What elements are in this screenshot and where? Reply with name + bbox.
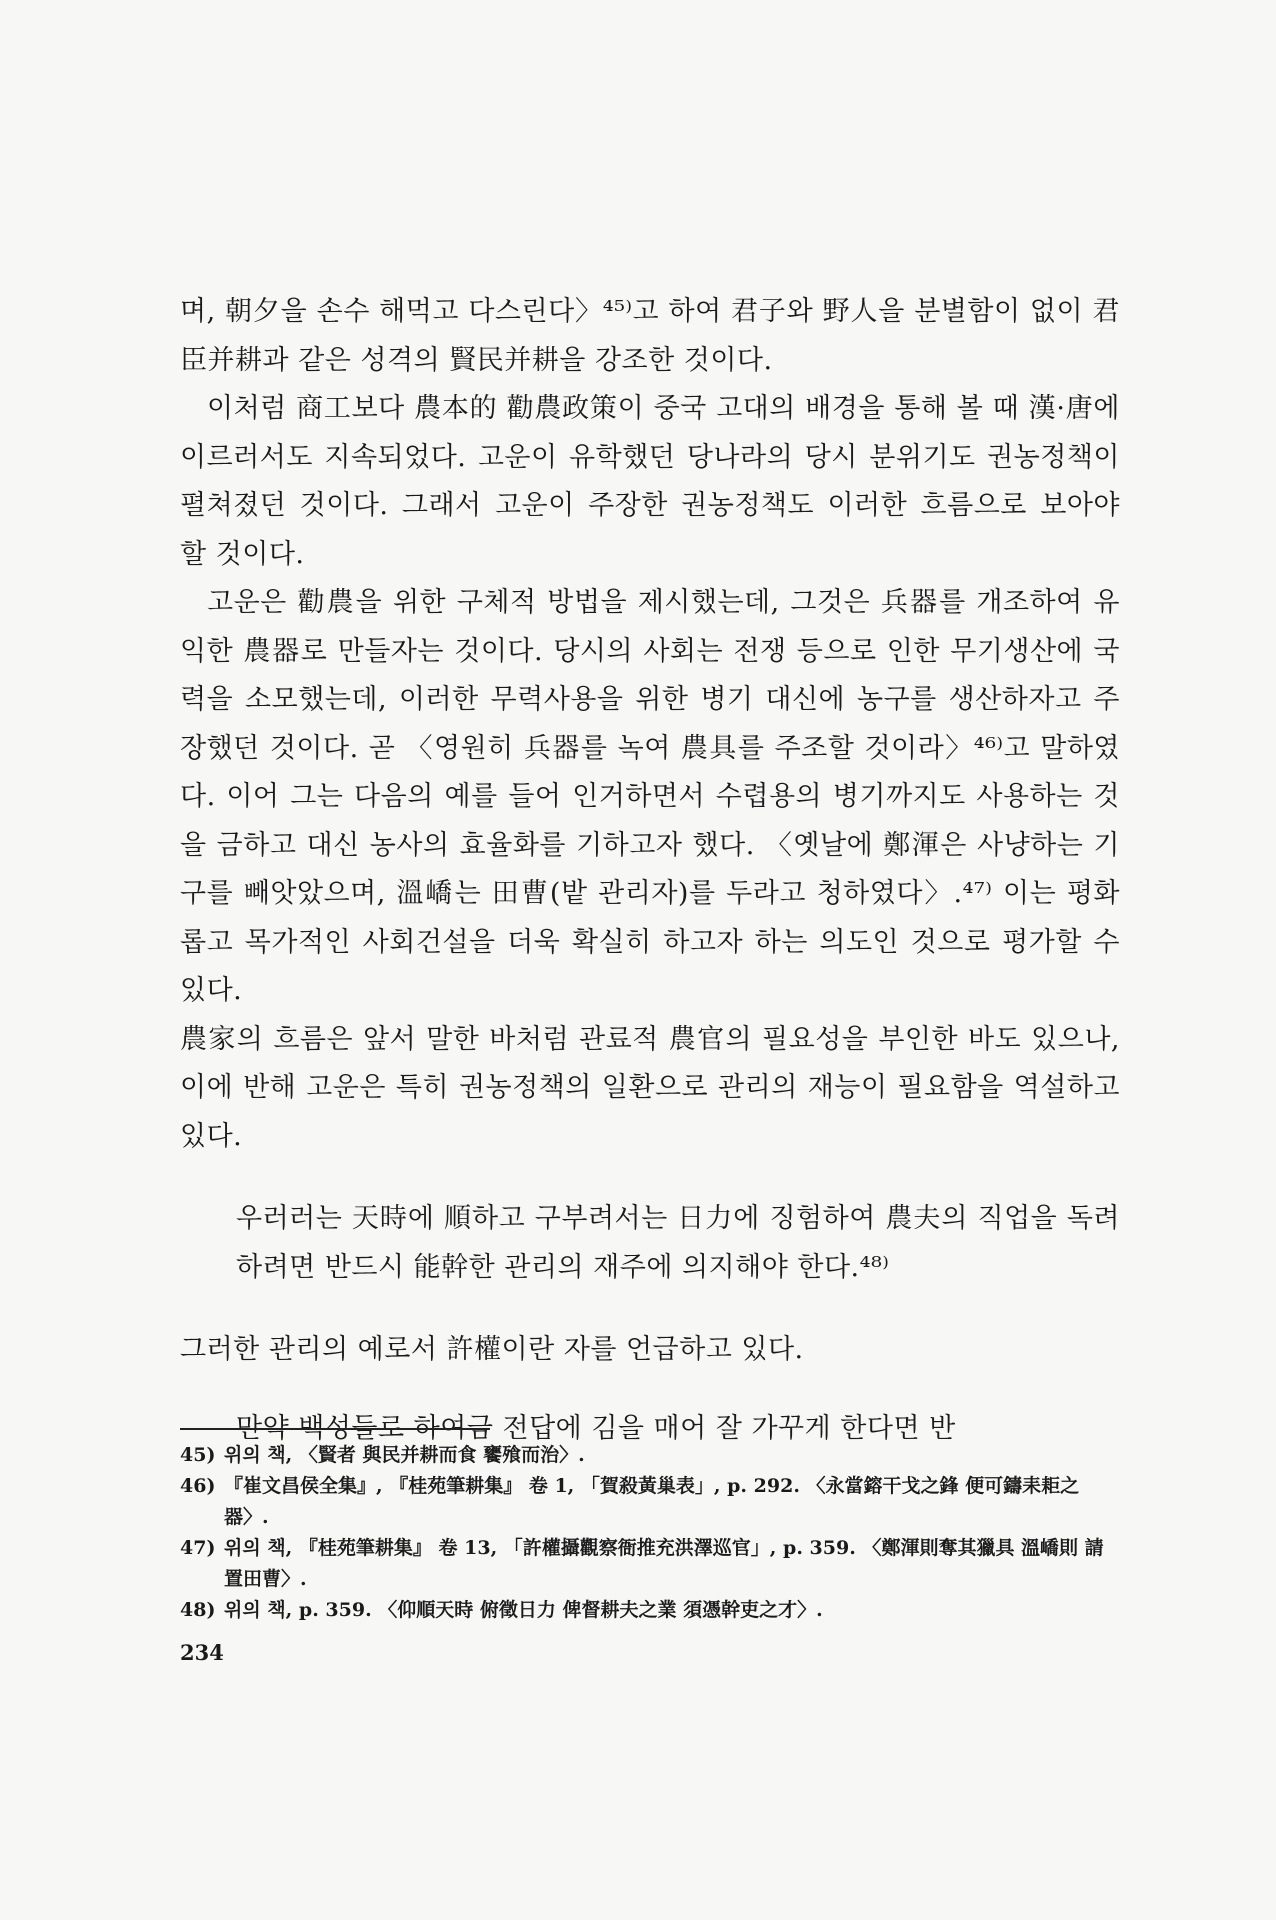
footnote-number: 46) (180, 1475, 216, 1497)
footnote-47 (180, 1533, 1120, 1595)
block-quote-1: 우러러는 天時에 順하고 구부려서는 日力에 징험하여 農夫의 직업을 독려하려면 반드시 能幹한 관리의 재주에 의지해야 한다.⁴⁸⁾ (236, 1203, 1120, 1283)
spacer (180, 1375, 1120, 1405)
footnote-number: 45) (180, 1444, 216, 1466)
spacer (180, 1161, 1120, 1195)
spacer (180, 1292, 1120, 1326)
paragraph-5: 그러한 관리의 예로서 許權이란 자를 언급하고 있다. (180, 1334, 804, 1365)
footnote-45 (180, 1440, 1120, 1471)
paragraph-3: 고운은 勸農을 위한 구체적 방법을 제시했는데, 그것은 兵器를 개조하여 유익한 農器로 만들자는 것이다. 당시의 사회는 전쟁 등으로 인한 무기생산에 국력을 소모했는데, 이러한 무력사용을 위한 병기 대신에 농구를 생산하자고 주장했던 것이다. 곧 〈영원히 兵器를 녹여 農具를 주조할 것이라〉⁴⁶⁾고 말하였다. 이어 그는 다음의 예를 들어 인거하면서 수렵용의 병기까지도 사용하는 것을 금하고 대신 농사의 효율화를 기하고자 했다. 〈옛날에 鄭渾은 사냥하는 기구를 빼앗았으며, 溫嶠는 田曹(밭 관리자)를 두라고 청하였다〉.⁴⁷⁾ 이는 평화롭고 목가적인 사회건설을 더욱 확실히 하고자 하는 의도인 것으로 평가할 수 있다. (180, 587, 1120, 1006)
footnote-text: 『崔文昌侯全集』, 『桂苑筆耕集』 卷 1, 「賀殺黃巢表」, p. 292. 〈永當鎔干戈之鋒 便可鑄耒耟之器〉. (224, 1475, 1080, 1528)
footnote-text: 위의 책, 『桂苑筆耕集』 卷 13, 「許權攝觀察衙推充洪澤巡官」, p. 359. 〈鄭渾則奪其獵具 溫嶠則 請置田曹〉. (224, 1537, 1104, 1590)
page-number: 234 (180, 1640, 224, 1665)
paragraph-4: 農家의 흐름은 앞서 말한 바처럼 관료적 農官의 필요성을 부인한 바도 있으나, 이에 반해 고운은 특히 권농정책의 일환으로 관리의 재능이 필요함을 역설하고 있다. (180, 1023, 1120, 1152)
body-text (180, 288, 1120, 1453)
footnotes (180, 1440, 1120, 1626)
footnote-46 (180, 1471, 1120, 1533)
footnote-divider (180, 1428, 490, 1430)
footnote-number: 48) (180, 1599, 216, 1621)
footnote-text: 위의 책, p. 359. 〈仰順天時 俯徵日力 俾督耕夫之業 須憑幹吏之才〉. (224, 1599, 823, 1621)
footnote-text: 위의 책, 〈賢者 與民并耕而食 饔飱而治〉. (224, 1444, 585, 1466)
footnote-48 (180, 1595, 1120, 1626)
paragraph-2: 이처럼 商工보다 農本的 勸農政策이 중국 고대의 배경을 통해 볼 때 漢·唐에 이르러서도 지속되었다. 고운이 유학했던 당나라의 당시 분위기도 권농정책이 펼쳐졌던 것이다. 그래서 고운이 주장한 권농정책도 이러한 흐름으로 보아야 할 것이다. (180, 393, 1120, 570)
paragraph-1: 며, 朝夕을 손수 해먹고 다스린다〉⁴⁵⁾고 하여 君子와 野人을 분별함이 없이 君臣并耕과 같은 성격의 賢民并耕을 강조한 것이다. (180, 296, 1120, 376)
footnote-number: 47) (180, 1537, 216, 1559)
block-quote-2: 만약 백성들로 하여금 전답에 김을 매어 잘 가꾸게 한다면 반 (236, 1412, 956, 1444)
